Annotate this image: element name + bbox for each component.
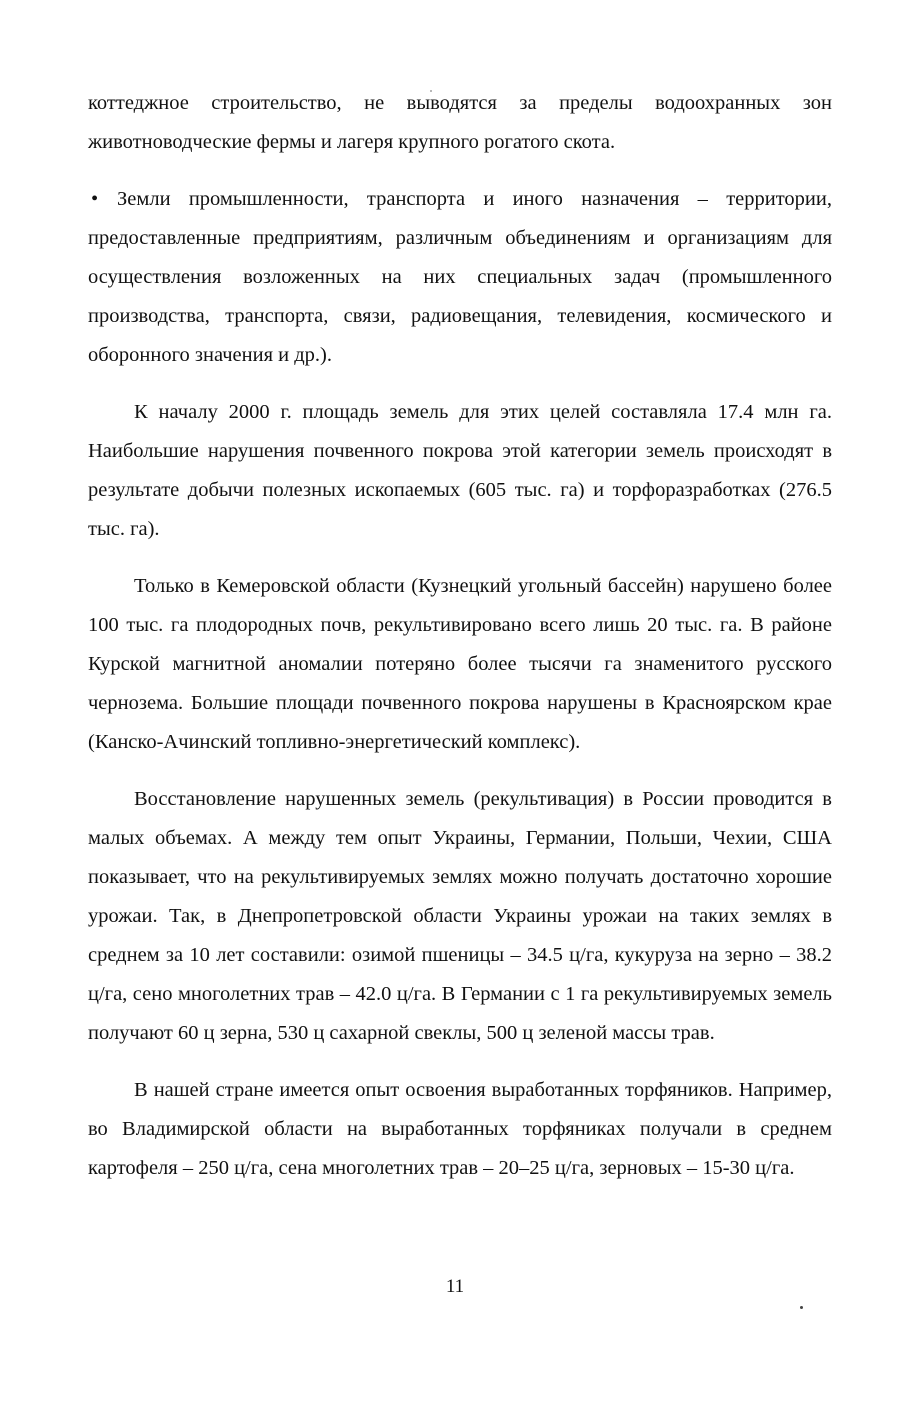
paragraph-continuation: коттеджное строительство, не выводятся за пределы водоохранных зон животноводческие фермы и лагеря крупного рогатого скота. <box>88 92 832 153</box>
scan-speck-icon <box>430 90 432 92</box>
bullet-icon: • <box>91 188 99 210</box>
paragraph-recultivation: Восстановление нарушенных земель (рекультивация) в России проводится в малых объемах. А между тем опыт Украины, Германии, Польши, Чехии, США показывает, что на рекультивируемых землях можно получать достаточно хорошие урожаи. Так, в Днепропетровской области Украины урожаи на таких землях в среднем за 10 лет составили: озимой пшеницы – 34.5 ц/га, кукуруза на зерно – 38.2 ц/га, сено многолетних трав – 42.0 ц/га. В Германии с 1 га рекультивируемых земель получают 60 ц зерна, 530 ц сахарной свеклы, 500 ц зеленой массы трав. <box>88 788 832 1044</box>
paragraph-land-area: К началу 2000 г. площадь земель для этих целей составляла 17.4 млн га. Наибольшие нарушения почвенного покрова этой категории земель происходят в результате добычи полезных ископаемых (605 тыс. га) и торфоразработках (276.5 тыс. га). <box>88 401 832 540</box>
bullet-paragraph-text: Земли промышленности, транспорта и иного назначения – территории, предоставленные предприятиям, различным объединениям и организациям для осуществления возложенных на них специальных задач (промышленного производства, транспорта, связи, радиовещания, телевидения, космического и оборонного значения и др.). <box>88 188 832 366</box>
paragraph-kemerovo: Только в Кемеровской области (Кузнецкий угольный бассейн) нарушено более 100 тыс. га плодородных почв, рекультивировано всего лишь 20 тыс. га. В районе Курской магнитной аномалии потеряно более тысячи га знаменитого русского чернозема. Большие площади почвенного покрова нарушены в Красноярском крае (Канско-Ачинский топливно-энергетический комплекс). <box>88 575 832 753</box>
page-number: 11 <box>445 1276 465 1297</box>
document-body <box>88 84 832 1188</box>
scan-speck-icon <box>800 1306 803 1309</box>
paragraph-peatlands: В нашей стране имеется опыт освоения выработанных торфяников. Например, во Владимирской области на выработанных торфяниках получали в среднем картофеля – 250 ц/га, сена многолетних трав – 20–25 ц/га, зерновых – 15-30 ц/га. <box>88 1079 832 1179</box>
bullet-paragraph <box>88 180 832 375</box>
